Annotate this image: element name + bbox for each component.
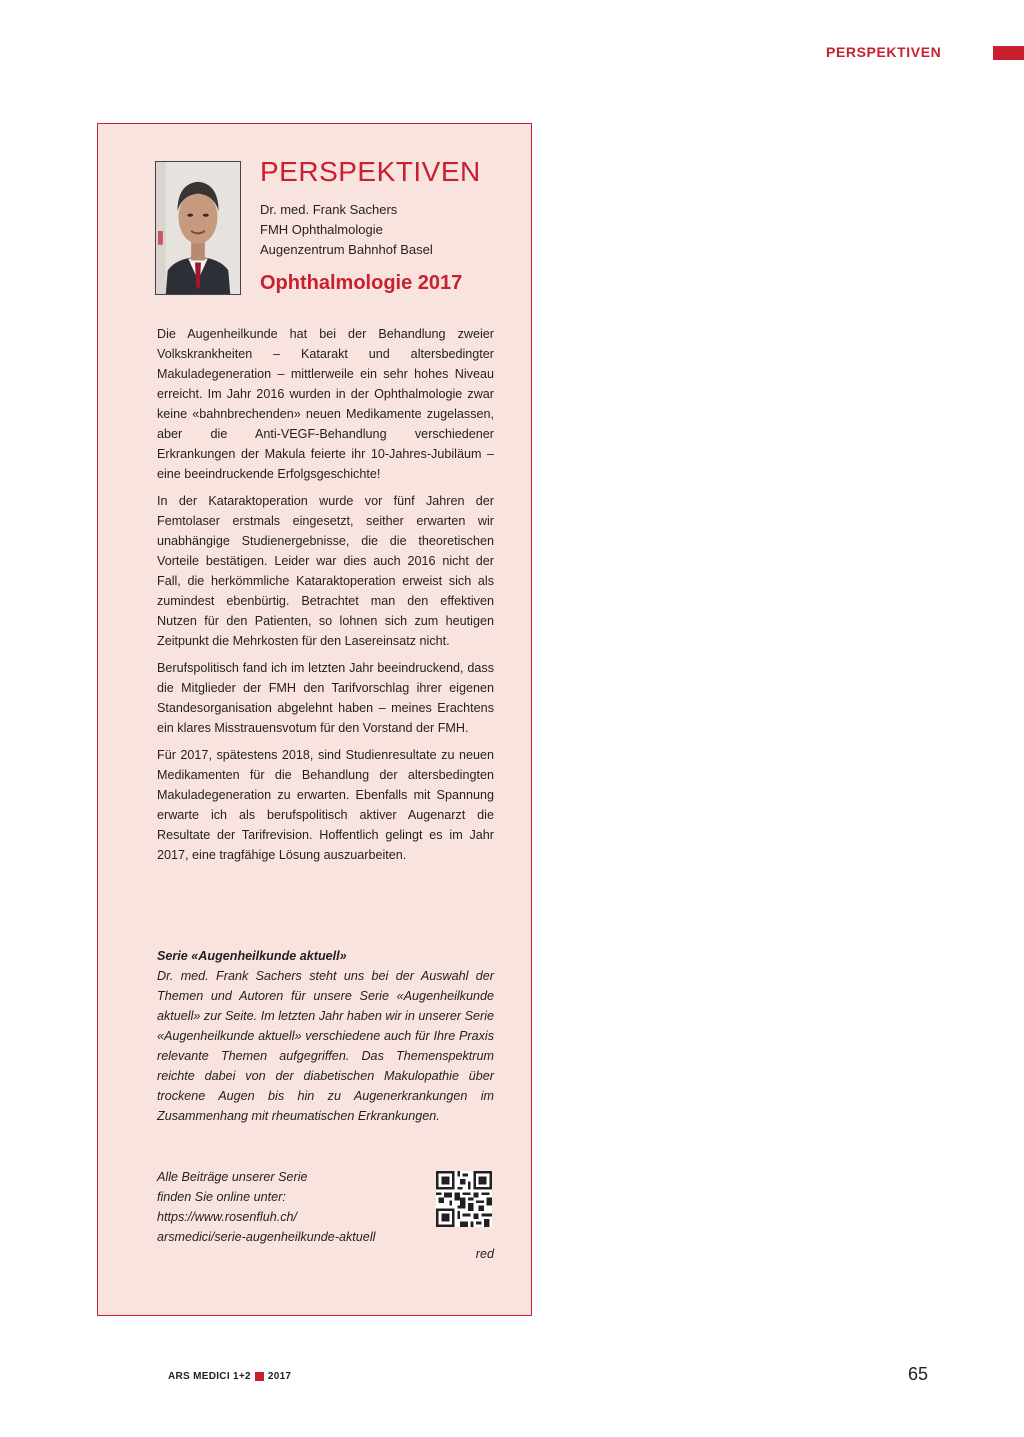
author-name: Dr. med. Frank Sachers: [260, 202, 398, 217]
author-block: [260, 200, 433, 260]
body-paragraph: Berufspolitisch fand ich im letzten Jahr beeindruckend, dass die Mitglieder der FMH den Tarifvorschlag ihrer eigenen Standesorganisation abgelehnt haben – meines Erachtens ein klares Misstrauensvotum für den Vorstand der FMH.: [157, 661, 494, 735]
qr-code-icon[interactable]: [436, 1171, 492, 1227]
series-note: [157, 946, 494, 1126]
series-title: Serie «Augenheilkunde aktuell»: [157, 949, 347, 963]
online-url-line[interactable]: https://www.rosenfluh.ch/: [157, 1210, 297, 1224]
qr-code-image: [436, 1171, 492, 1227]
section-label: PERSPEKTIVEN: [826, 44, 942, 60]
article-subtitle: Ophthalmologie 2017: [260, 272, 463, 294]
page-number: 65: [907, 1364, 928, 1384]
editorial-signature: red: [475, 1247, 494, 1261]
body-paragraph: In der Kataraktoperation wurde vor fünf Jahren der Femtolaser erstmals eingesetzt, seither erwarten wir unabhängige Studienergebnisse, die die theoretischen Vorteile bestätigen. Leider war dies auch 2016 nicht der Fall, die herkömmliche Kataraktoperation erweist sich als zumindest ebenbürtig. Betrachtet man den effektiven Nutzen für den Patienten, so lohnen sich zum heutigen Zeitpunkt die Mehrkosten für den Lasereinsatz nicht.: [157, 494, 494, 648]
journal-name: ARS MEDICI 1+2: [168, 1371, 251, 1382]
footer-square-icon: [255, 1372, 264, 1381]
online-reference: [157, 1167, 417, 1247]
author-specialty: FMH Ophthalmologie: [260, 222, 383, 237]
online-line: Alle Beiträge unserer Serie: [157, 1170, 308, 1184]
page-footer: [168, 1371, 291, 1382]
online-url-line[interactable]: arsmedici/serie-augenheilkunde-aktuell: [157, 1230, 376, 1244]
section-marker-bar: [993, 46, 1024, 60]
journal-year: 2017: [267, 1371, 292, 1382]
body-paragraph: Für 2017, spätestens 2018, sind Studienresultate zu neuen Medikamenten für die Behandlung der altersbedingten Makuladegeneration zu erwarten. Ebenfalls mit Spannung erwarte ich als berufspolitisch aktiver Augenarzt die Resultate der Tarifrevision. Hoffentlich gelingt es im Jahr 2017, eine tragfähige Lösung auszuarbeiten.: [157, 748, 494, 862]
article-body: [157, 324, 494, 872]
series-text: Dr. med. Frank Sachers steht uns bei der Auswahl der Themen und Autoren für unsere Serie «Augenheilkunde aktuell» zur Seite. Im letzten Jahr haben wir in unserer Serie «Augenheilkunde aktuell» verschiedene auch für Ihre Praxis relevante Themen aufgegriffen. Das Themenspektrum reichte dabei von der diabetischen Makulopathie über trockene Augen bis hin zu Augenerkrankungen im Zusammenhang mit rheumatischen Erkrankungen.: [157, 969, 494, 1123]
online-line: finden Sie online unter:: [157, 1190, 286, 1204]
box-title: PERSPEKTIVEN: [260, 156, 481, 187]
author-institution: Augenzentrum Bahnhof Basel: [260, 242, 433, 257]
body-paragraph: Die Augenheilkunde hat bei der Behandlung zweier Volkskrankheiten – Katarakt und altersbedingter Makuladegeneration – mittlerweile ein sehr hohes Niveau erreicht. Im Jahr 2016 wurden in der Ophthalmologie zwar keine «bahnbrechenden» neuen Medikamente zugelassen, aber die Anti-VEGF-Behandlung verschiedener Erkrankungen der Makula feierte ihr 10-Jahres-Jubiläum – eine beeindruckende Erfolgsgeschichte!: [157, 327, 494, 481]
author-portrait-image: [156, 162, 240, 294]
perspektiven-box: [97, 123, 532, 1316]
author-portrait: [155, 161, 241, 295]
